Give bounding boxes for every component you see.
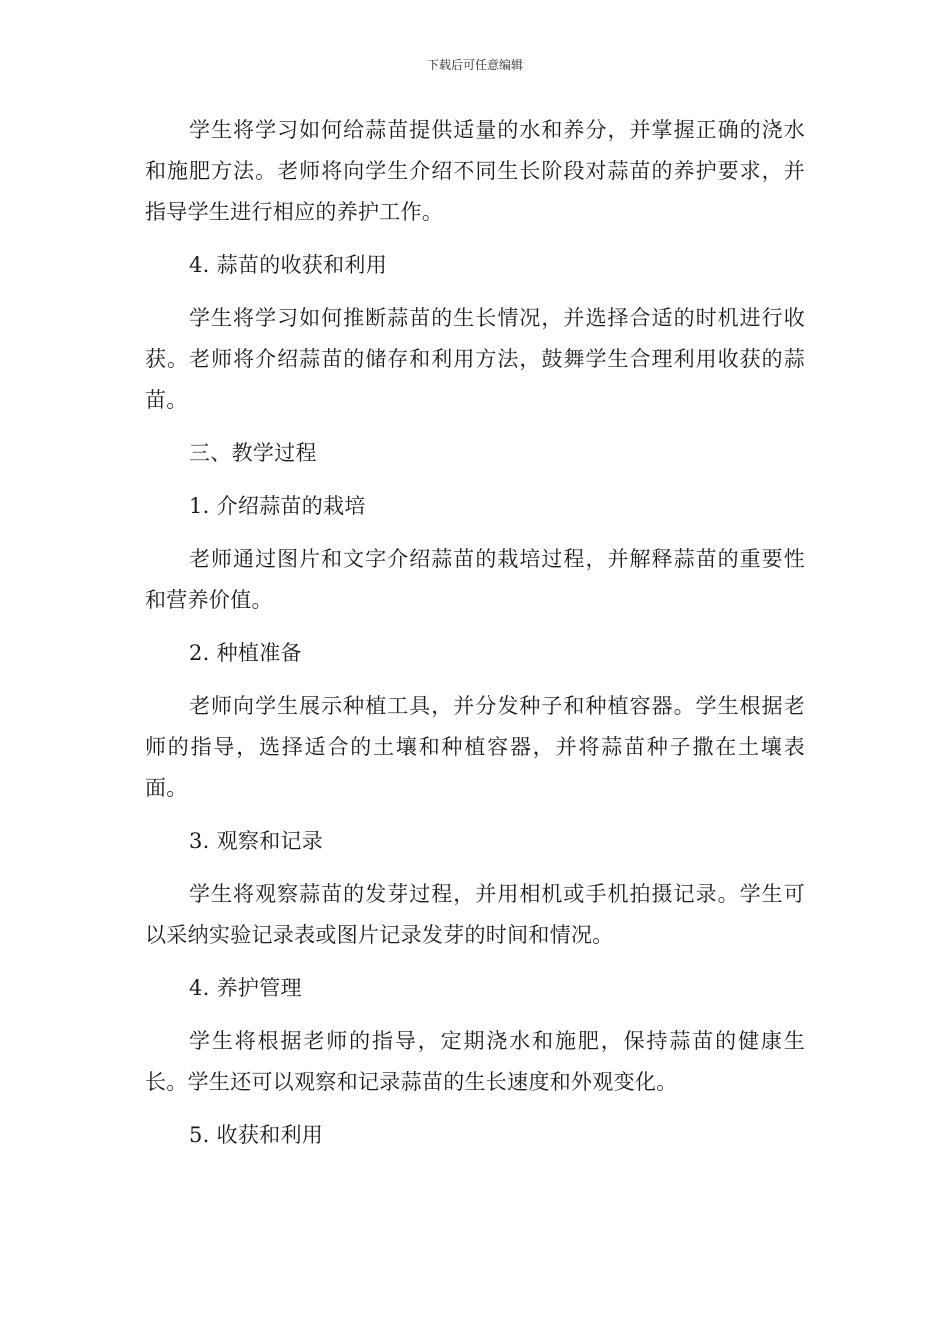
heading-observe-record: 3. 观察和记录 <box>189 829 324 853</box>
heading-planting-preparation: 2. 种植准备 <box>189 641 302 665</box>
heading-harvest-use: 4. 蒜苗的收获和利用 <box>189 253 388 277</box>
section-heading-teaching-process: 三、教学过程 <box>189 441 317 465</box>
heading-harvest-utilize: 5. 收获和利用 <box>189 1123 324 1147</box>
paragraph-care-management: 学生将根据老师的指导，定期浇水和施肥，保持蒜苗的健康生长。学生还可以观察和记录蒜苗的生长速度和外观变化。 <box>145 1029 805 1094</box>
heading-introduce-cultivation: 1. 介绍蒜苗的栽培 <box>189 494 366 518</box>
page-header: 下载后可任意编辑 <box>426 58 523 72</box>
paragraph-observe-record: 学生将观察蒜苗的发芽过程，并用相机或手机拍摄记录。学生可以采纳实验记录表或图片记录发芽的时间和情况。 <box>145 882 805 947</box>
paragraph-planting-preparation: 老师向学生展示种植工具，并分发种子和种植容器。学生根据老师的指导，选择适合的土壤和种植容器，并将蒜苗种子撒在土壤表面。 <box>145 694 805 800</box>
paragraph-harvest: 学生将学习如何推断蒜苗的生长情况，并选择合适的时机进行收获。老师将介绍蒜苗的储存和利用方法，鼓舞学生合理利用收获的蒜苗。 <box>145 306 805 412</box>
paragraph-introduce-cultivation: 老师通过图片和文字介绍蒜苗的栽培过程，并解释蒜苗的重要性和营养价值。 <box>145 547 805 612</box>
heading-care-management: 4. 养护管理 <box>189 976 302 1000</box>
document-body <box>145 110 805 1168</box>
paragraph-care-methods: 学生将学习如何给蒜苗提供适量的水和养分，并掌握正确的浇水和施肥方法。老师将向学生介绍不同生长阶段对蒜苗的养护要求，并指导学生进行相应的养护工作。 <box>145 118 805 224</box>
